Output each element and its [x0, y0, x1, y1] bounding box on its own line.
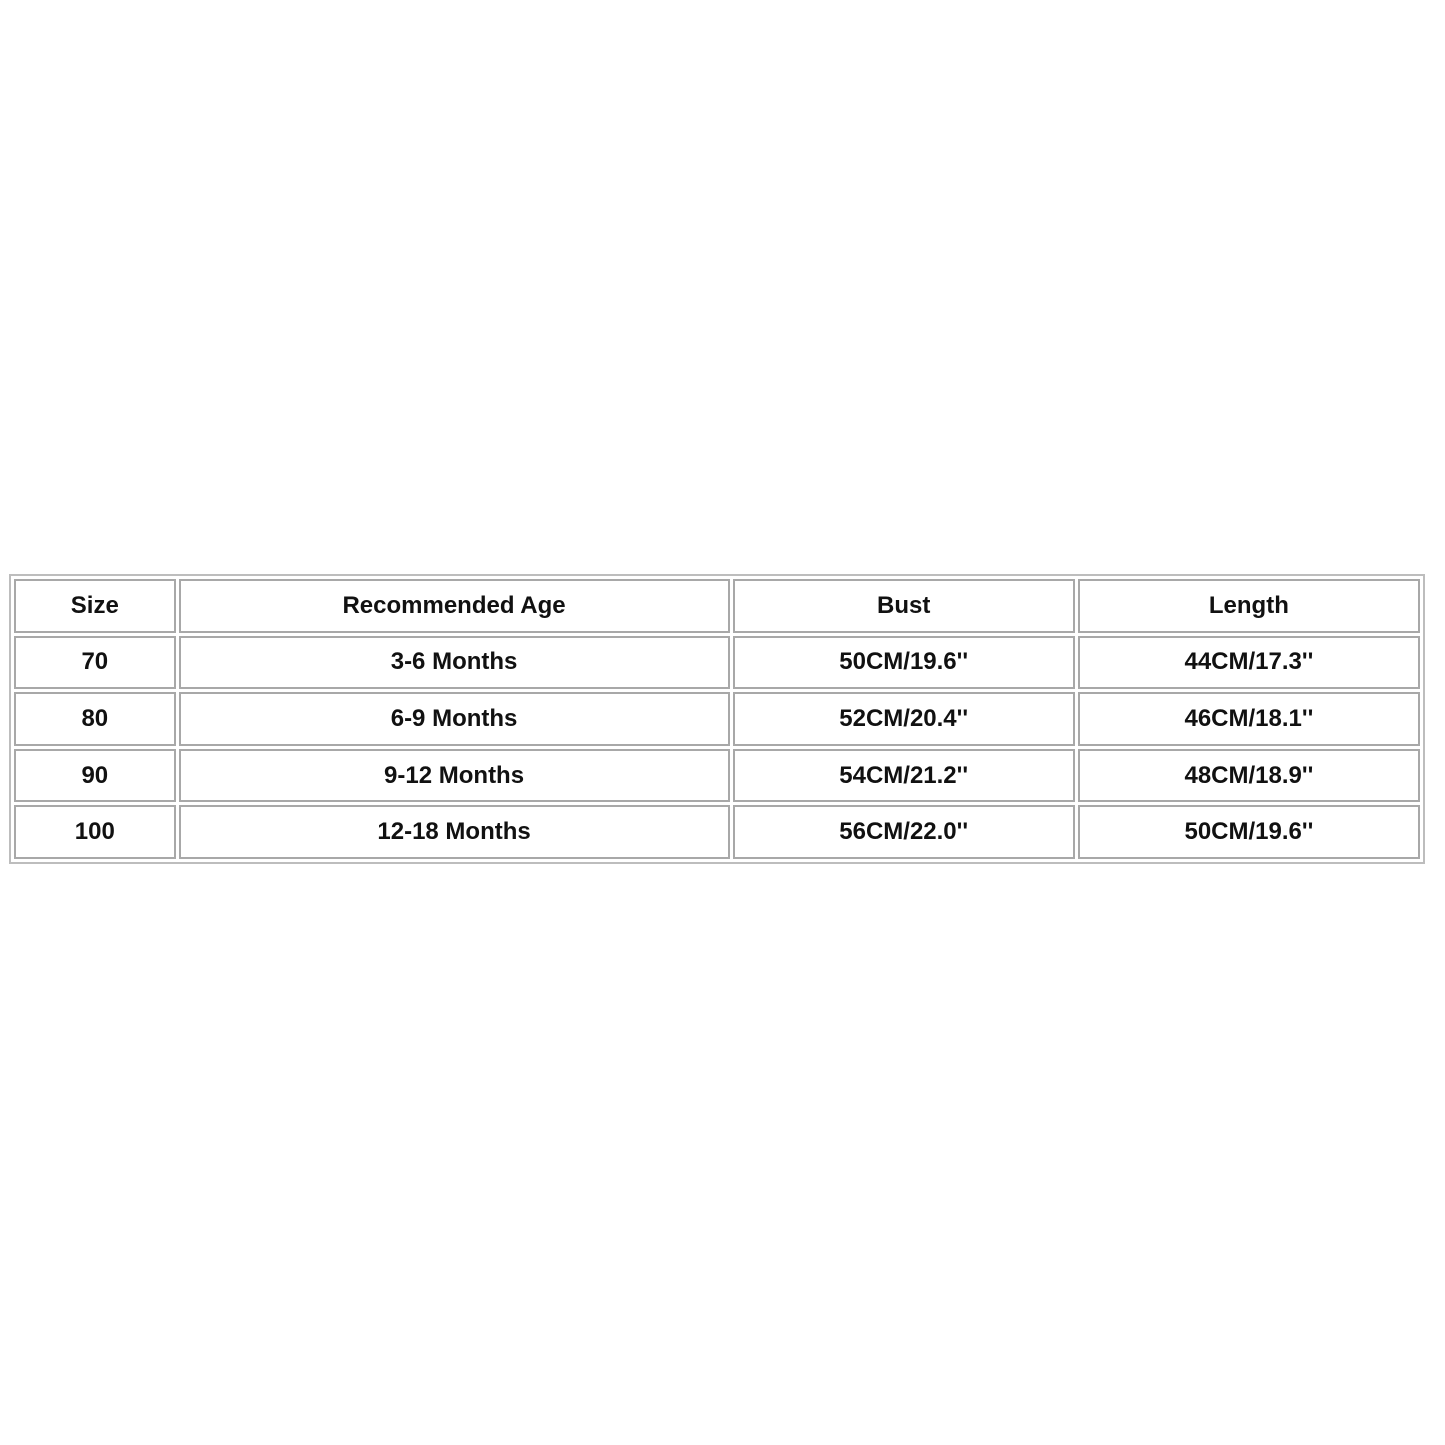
- cell-bust: 52CM/20.4'': [733, 692, 1075, 746]
- cell-size: 90: [14, 749, 176, 803]
- cell-age: 12-18 Months: [179, 805, 730, 859]
- cell-size: 80: [14, 692, 176, 746]
- header-length: Length: [1078, 579, 1420, 633]
- header-recommended-age: Recommended Age: [179, 579, 730, 633]
- cell-size: 70: [14, 636, 176, 690]
- cell-length: 44CM/17.3'': [1078, 636, 1420, 690]
- cell-bust: 56CM/22.0'': [733, 805, 1075, 859]
- cell-length: 46CM/18.1'': [1078, 692, 1420, 746]
- cell-age: 9-12 Months: [179, 749, 730, 803]
- size-table: [11, 576, 1423, 862]
- header-size: Size: [14, 579, 176, 633]
- table-row: [14, 749, 1420, 803]
- cell-bust: 54CM/21.2'': [733, 749, 1075, 803]
- cell-age: 6-9 Months: [179, 692, 730, 746]
- table-row: [14, 805, 1420, 859]
- cell-length: 50CM/19.6'': [1078, 805, 1420, 859]
- table-row: [14, 692, 1420, 746]
- cell-age: 3-6 Months: [179, 636, 730, 690]
- cell-length: 48CM/18.9'': [1078, 749, 1420, 803]
- size-chart-table: [9, 574, 1425, 864]
- header-bust: Bust: [733, 579, 1075, 633]
- header-row: [14, 579, 1420, 633]
- table-row: [14, 636, 1420, 690]
- cell-bust: 50CM/19.6'': [733, 636, 1075, 690]
- cell-size: 100: [14, 805, 176, 859]
